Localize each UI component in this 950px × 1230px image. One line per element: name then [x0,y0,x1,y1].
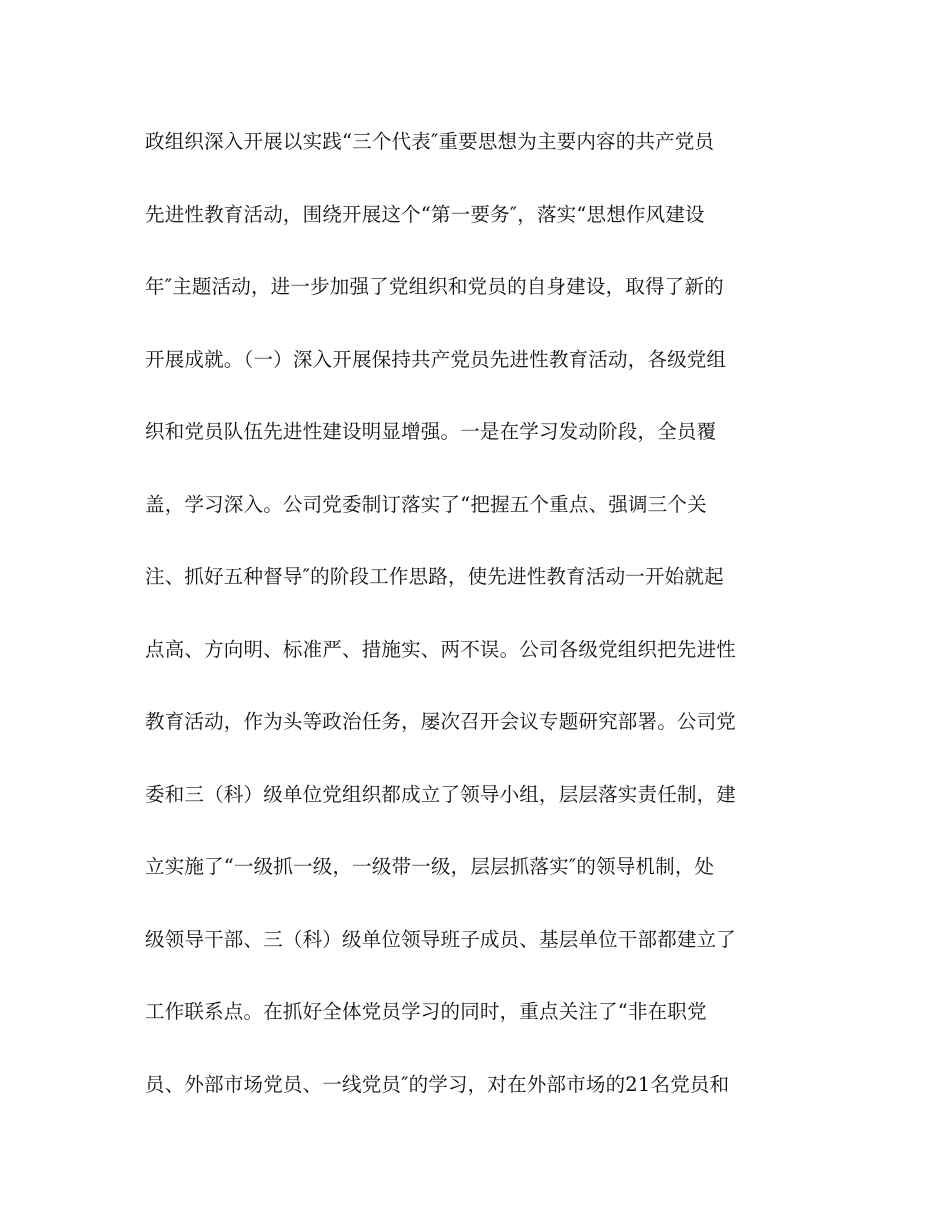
text-line: 先进性教育活动，围绕开展这个“第一要务″，落实“思想作风建设 [145,202,705,226]
text-line: 员、外部市场党员、一线党员″的学习，对在外部市场的21名党员和 [145,1072,730,1096]
body-text [145,126,825,1141]
text-line: 委和三（科）级单位党组织都成立了领导小组，层层落实责任制，建 [145,782,737,806]
text-line: 织和党员队伍先进性建设明显增强。一是在学习发动阶段，全员覆 [145,420,717,443]
text-line: 开展成就。（一）深入开展保持共产党员先进性教育活动，各级党组 [145,347,727,371]
text-line: 立实施了“一级抓一级，一级带一级，层层抓落实″的领导机制，处 [145,855,715,878]
text-line: 教育活动，作为头等政治任务，屡次召开会议专题研究部署。公司党 [145,710,737,733]
text-line: 级领导干部、三（科）级单位领导班子成员、基层单位干部都建立了 [145,927,737,951]
text-line: 盖，学习深入。公司党委制订落实了“把握五个重点、强调三个关 [145,492,707,516]
text-line: 工作联系点。在抓好全体党员学习的同时，重点关注了“非在职党 [145,1000,707,1023]
text-line: 年″主题活动，进一步加强了党组织和党员的自身建设，取得了新的 [145,275,724,298]
text-line: 政组织深入开展以实践“三个代表″重要思想为主要内容的共产党员 [145,130,715,153]
text-line: 注、抓好五种督导″的阶段工作思路，使先进性教育活动一开始就起 [145,565,724,588]
text-line: 点高、方向明、标准严、措施实、两不误。公司各级党组织把先进性 [145,637,737,661]
